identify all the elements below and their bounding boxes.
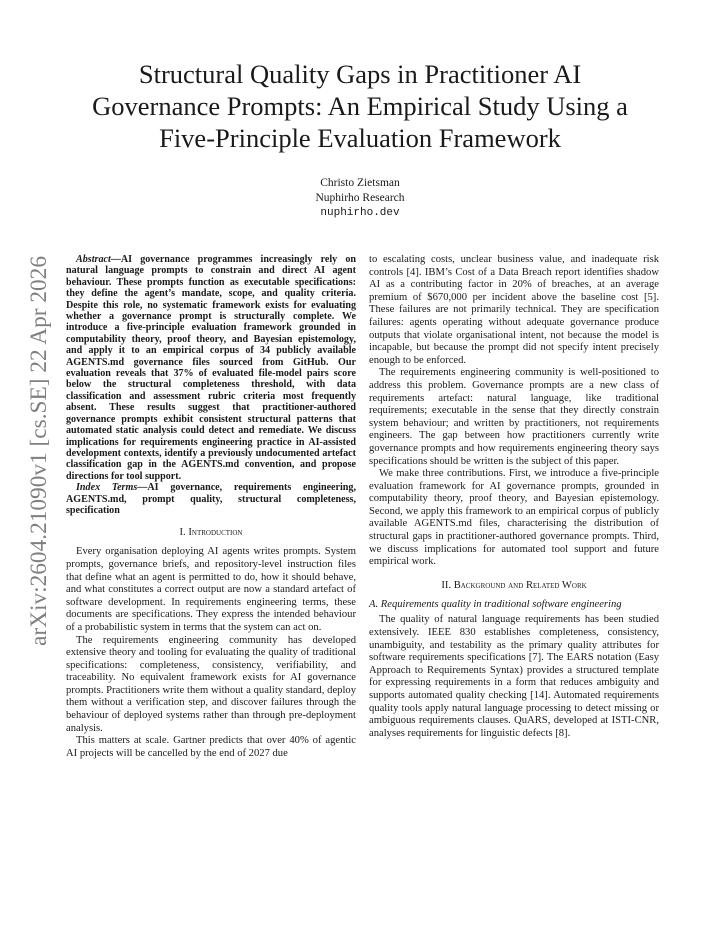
title-line: Governance Prompts: An Empirical Study Using a [92, 91, 628, 121]
left-column [66, 254, 356, 760]
index-terms-label: Index Terms [76, 482, 138, 494]
arxiv-identifier-stamp [6, 250, 62, 650]
abstract [66, 254, 356, 482]
title-line: Structural Quality Gaps in Practitioner AI [138, 59, 582, 89]
intro-paragraph: Every organisation deploying AI agents writes prompts. System prompts, governance briefs, and repository-level instruction files that define what an agent is permitted to do, how it should behave, and what constitutes a correct output are now a standard artefact of software development. In requirements engineering terms, these documents are specifications. They express the intended behaviour of a probabilistic system in terms that the system can act on. [66, 546, 356, 633]
section-heading-background [369, 580, 659, 592]
intro-paragraph: This matters at scale. Gartner predicts that over 40% of agentic AI projects will be cancelled by the end of 2027 due [66, 735, 356, 759]
section-title: Background and Related Work [453, 579, 587, 591]
section-number: I. [179, 527, 186, 539]
intro-paragraph: The requirements engineering community has developed extensive theory and tooling for evaluating the quality of traditional specifications: completeness, consistency, verifiability, and traceability. No equivalent framework exists for AI governance prompts. Practitioners write them without a quality standard, deploy them without a verification step, and discover failures through the behaviour of deployed systems rather than through pre-deployment analysis. [66, 634, 356, 734]
section-number: II. [441, 579, 452, 591]
arxiv-stamp-graphic [6, 250, 62, 650]
background-paragraph: The quality of natural language requirements has been studied extensively. IEEE 830 establishes completeness, consistency, unambiguity, and testability as the primary quality attributes for software requirements specifications [7]. The EARS notation (Easy Approach to Requirements Syntax) provides a structured template for expressing requirements in a form that reduces ambiguity and supports automated quality checking [14]. Automated requirements quality tools apply natural language processing to detect missing or ambiguous requirements clauses. QuARS, developed at ISTI-CNR, analyses requirements for linguistic defects [8]. [369, 614, 659, 739]
title-line: Five-Principle Evaluation Framework [159, 123, 561, 153]
paper-title [40, 58, 680, 154]
arxiv-stamp-text: arXiv:2604.21090v1 [cs.SE] 22 Apr 2026 [26, 261, 51, 646]
author-affiliation: Nuphirho Research [315, 192, 405, 204]
section-title: Introduction [188, 527, 243, 539]
abstract-label: Abstract [76, 254, 111, 265]
right-column [369, 254, 659, 740]
intro-paragraph: The requirements engineering community is well-positioned to address this problem. Governance prompts are a new class of requirements artefact: natural language, like traditional requirements; executable in the sense that they directly constrain system behaviour; and written by practitioners, not requirements engineers. The gap between how practitioners currently write governance prompts and how requirements engineering theory says specifications should be written is the subject of this paper. [369, 367, 659, 467]
intro-paragraph: We make three contributions. First, we introduce a five-principle evaluation framework for AI governance prompts, grounded in computability theory, proof theory, and Bayesian epistemology. Second, we apply this framework to an empirical corpus of publicly available AGENTS.md files, characterising the distribution of structural gaps in practitioner-authored governance prompts. Third, we discuss implications for automated tool support and future empirical work. [369, 468, 659, 568]
author-website: nuphirho.dev [320, 207, 400, 219]
intro-paragraph-continued: to escalating costs, unclear business value, and inadequate risk controls [4]. IBM’s Cost of a Data Breach report identifies shadow AI as a contributing factor in 20% of breaches, at an average premium of $670,000 per incident above the baseline cost [5]. These failures are not primarily technical. They are specification failures: agents operating without adequate governance produce outputs that violate organisational intent, not because the model is incapable, but because the prompt did not specify intent precisely enough to be enforced. [369, 254, 659, 366]
subsection-heading: A. Requirements quality in traditional software engineering [369, 598, 622, 610]
index-terms [66, 482, 356, 516]
abstract-text: —AI governance programmes increasingly rely on natural language prompts to constrain and direct AI agent behaviour. These prompts function as executable specifications: they define the agent’s mandate, scope, and quality criteria. Despite this role, no systematic framework exists for evaluating whether a governance prompt is structurally complete. We introduce a five-principle evaluation framework grounded in computability theory, proof theory, and Bayesian epistemology, and apply it to an empirical corpus of 34 publicly available AGENTS.md governance files sourced from GitHub. Our evaluation reveals that 37% of evaluated file-model pairs score below the structural completeness threshold, with data classification and assessment rubric criteria most frequently absent. These results suggest that practitioner-authored governance prompts exhibit consistent structural patterns that automated static analysis could detect and remediate. We discuss implications for requirements engineering practice in AI-assisted development contexts, identify a previously undocumented artefact classification gap in the AGENTS.md convention, and propose directions for tool support. [66, 254, 356, 482]
author-name: Christo Zietsman [320, 177, 400, 189]
section-heading-introduction [66, 527, 356, 539]
index-terms-text: —AI governance, requirements engineering, AGENTS.md, prompt quality, structural completeness, specification [66, 482, 356, 516]
